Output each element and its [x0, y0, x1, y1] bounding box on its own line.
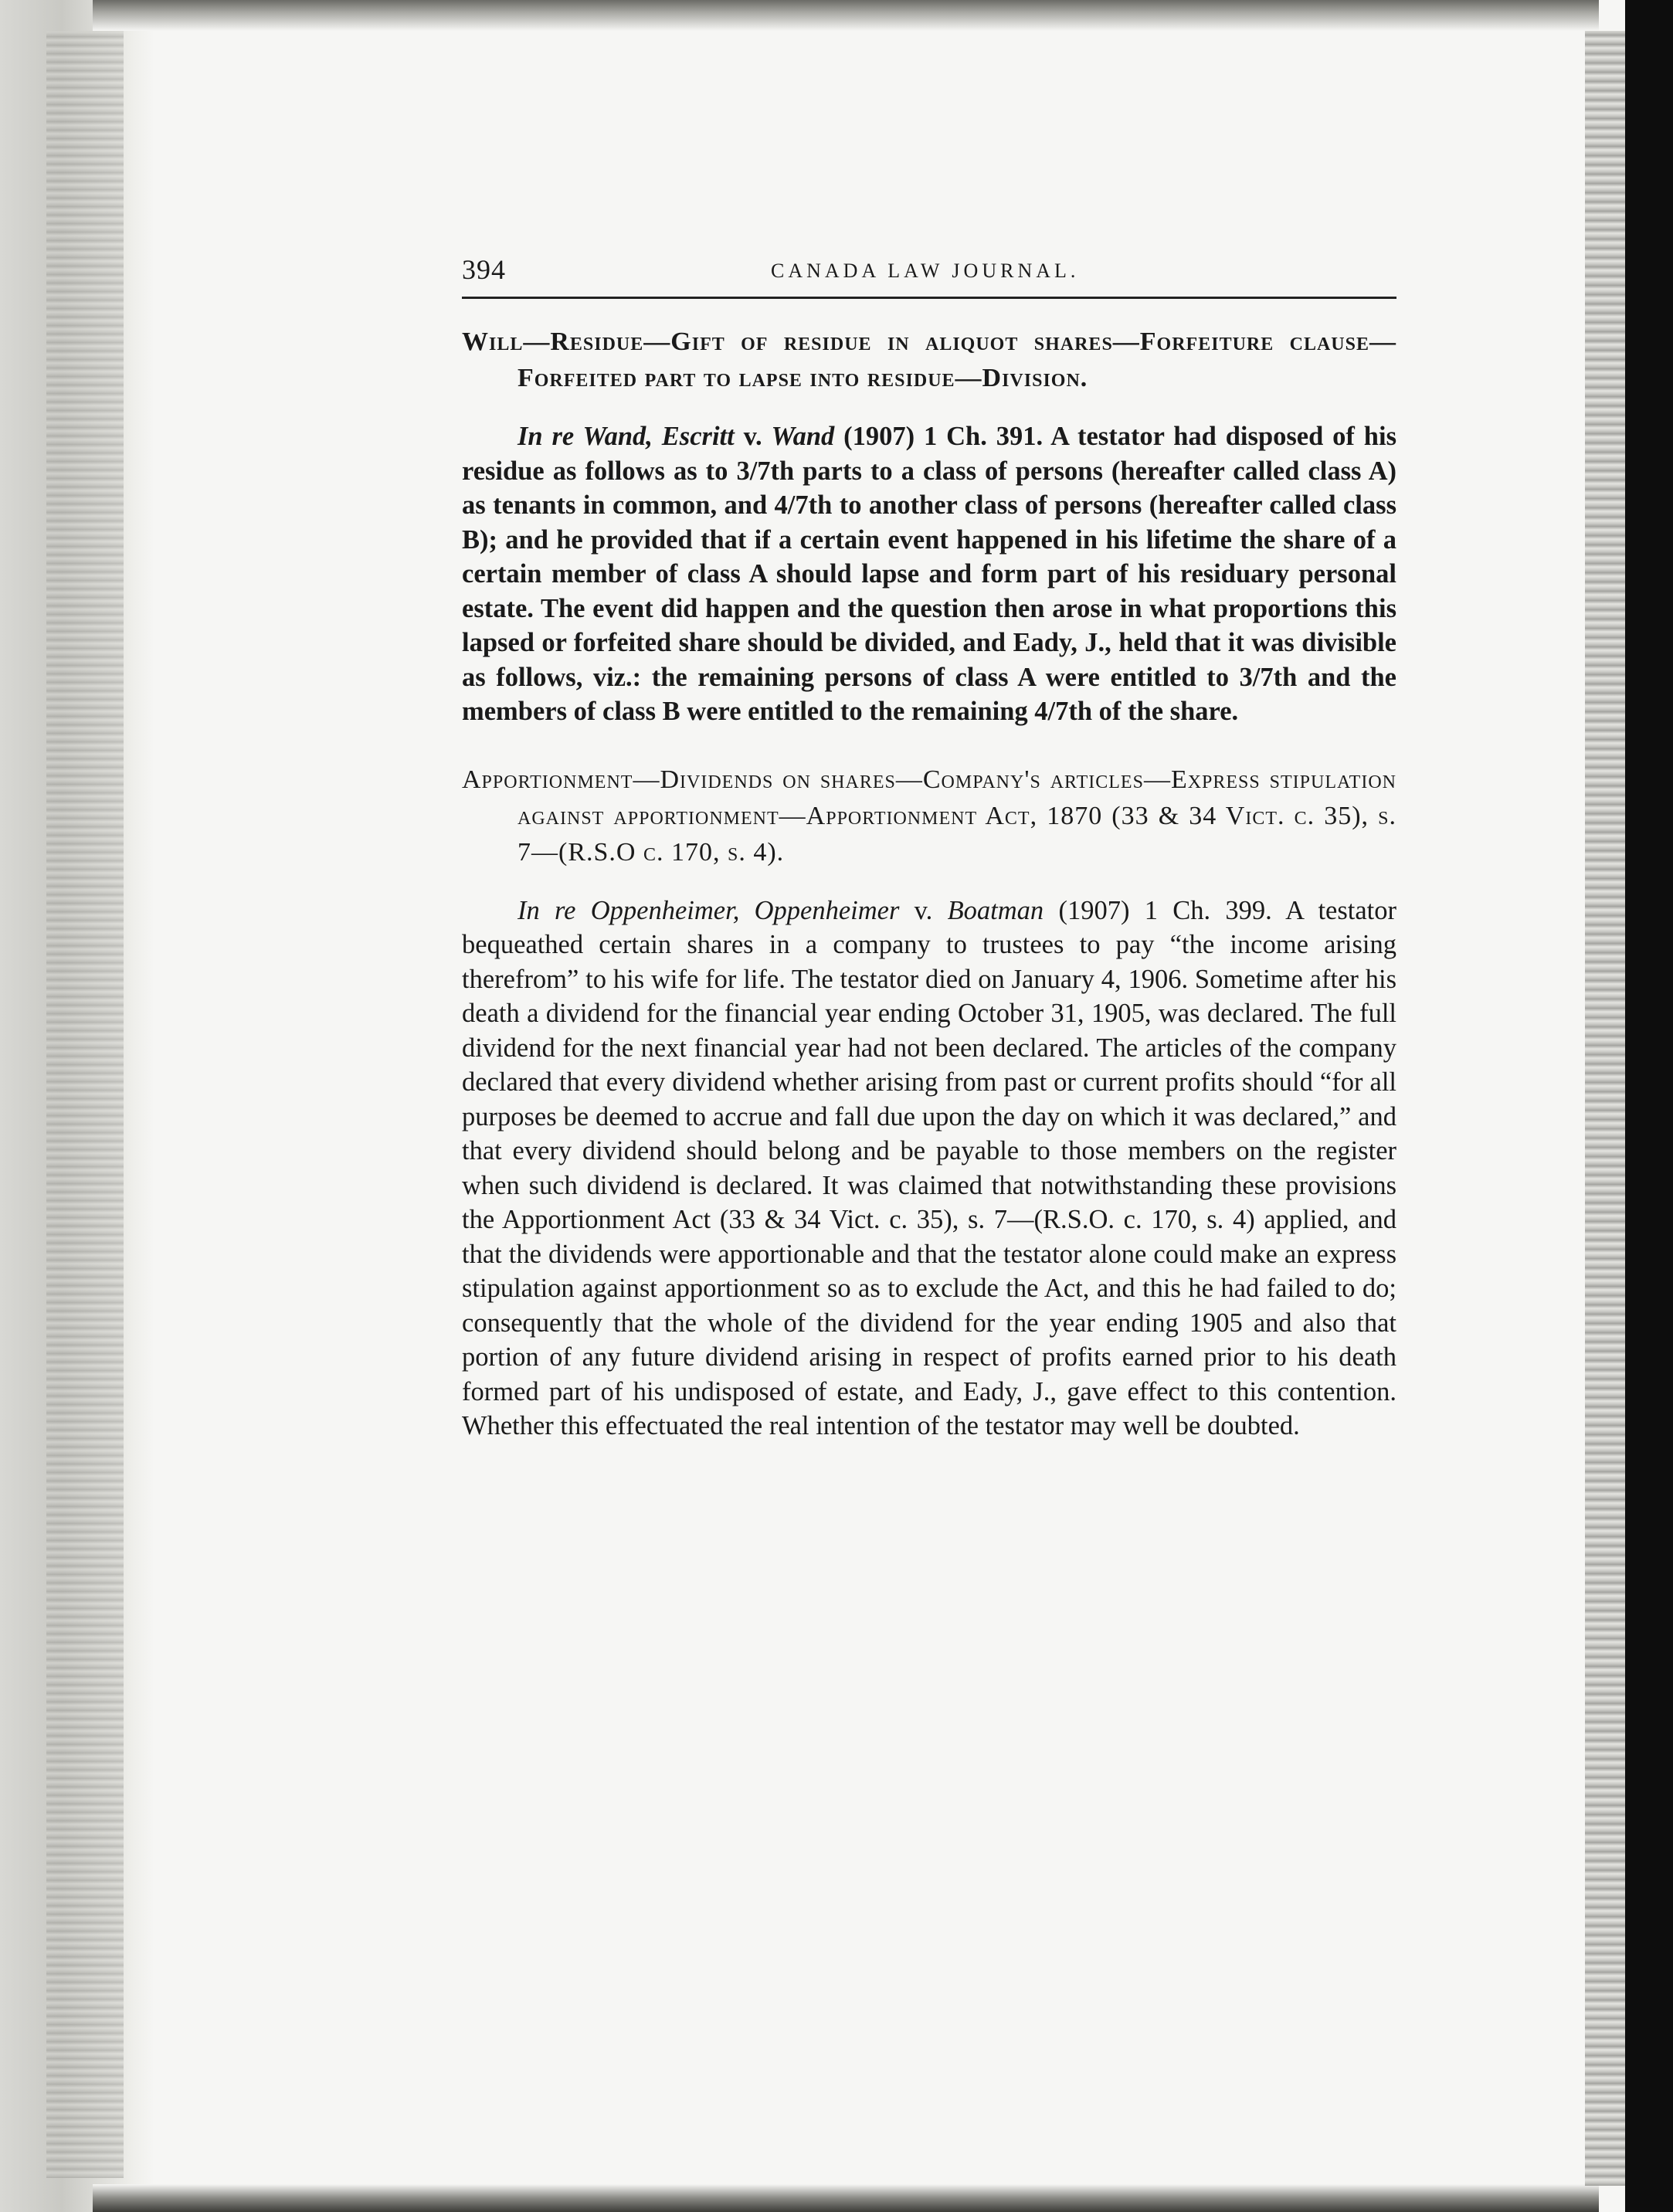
case-body: A testator bequeathed certain shares in a company to trustees to pay “the income arising therefrom” to his wife for life. The testator died on January 4, 1906. Sometime after his death a dividend for the financial year ending October 31, 1905, was declared. The full dividend for the next financial year had not been declared. The articles of the company declared that every dividend whether arising from past or current profits should “for all purposes be deemed to accrue and fall due upon the day on which it was declared,” and that every dividend should belong and be payable to those members on the register when such dividend is declared. It was claimed that notwithstanding these provisions the Apportionment Act (33 & 34 Vict. c. 35), s. 7—(R.S.O. c. 170, s. 4) applied, and that the dividends were apportionable and that the testator alone could make an express stipulation against apportionment so as to exclude the Act, and this he had failed to do; consequently that the whole of the dividend for the year ending 1905 and also that portion of any future dividend arising in respect of profits earned prior to his death formed part of his undisposed of estate, and Eady, J., gave effect to this contention. Whether this effectuated the real intention of the testator may well be doubted. — [462, 895, 1396, 1440]
page-number: 394 — [462, 254, 506, 285]
page-edge-top — [93, 0, 1599, 31]
case-versus: v. — [914, 895, 933, 925]
case-paragraph — [462, 419, 1396, 729]
journal-title: CANADA LAW JOURNAL. — [771, 260, 1080, 282]
case-citation: (1907) 1 Ch. 399. — [1058, 895, 1272, 925]
page-edge-bottom — [93, 2184, 1599, 2212]
case-name: In re Oppenheimer, Oppenheimer — [518, 895, 900, 925]
page-edge-left — [46, 31, 124, 2178]
case-party: Boatman — [947, 895, 1044, 925]
case-citation: (1907) 1 Ch. 391. — [843, 422, 1044, 451]
headnote: Apportionment—Dividends on shares—Company's articles—Express stipulation against apportionment—Apportionment Act, 1870 (33 & 34 Vict. c. 35), s. 7—(R.S.O c. 170, s. 4). — [462, 765, 1396, 867]
case-party: Wand — [771, 422, 835, 451]
running-head — [462, 253, 1396, 299]
case-name: In re Wand, Escritt — [518, 422, 735, 451]
case-versus: v. — [743, 422, 762, 451]
journal-page — [462, 253, 1396, 1444]
scanner-border — [1625, 0, 1673, 2212]
case-body: A testator had disposed of his residue as follows as to 3/7th parts to a class of persons (hereafter called class A) as tenants in common, and 4/7th to another class of persons (hereafter called class B); and he provided that if a certain event happened in his lifetime the share of a certain member of class A should lapse and form part of his residuary personal estate. The event did happen and the question then arose in what proportions this lapsed or forfeited share should be divided, and Eady, J., held that it was divisible as follows, viz.: the remaining persons of class A were entitled to 3/7th and the members of class B were entitled to the remaining 4/7th of the share. — [462, 422, 1396, 726]
headnote: Will—Residue—Gift of residue in aliquot shares—Forfeiture clause—Forfeited part to lapse into residue—Division. — [462, 327, 1396, 392]
case-paragraph — [462, 894, 1396, 1444]
page-edge-right — [1585, 31, 1625, 2186]
